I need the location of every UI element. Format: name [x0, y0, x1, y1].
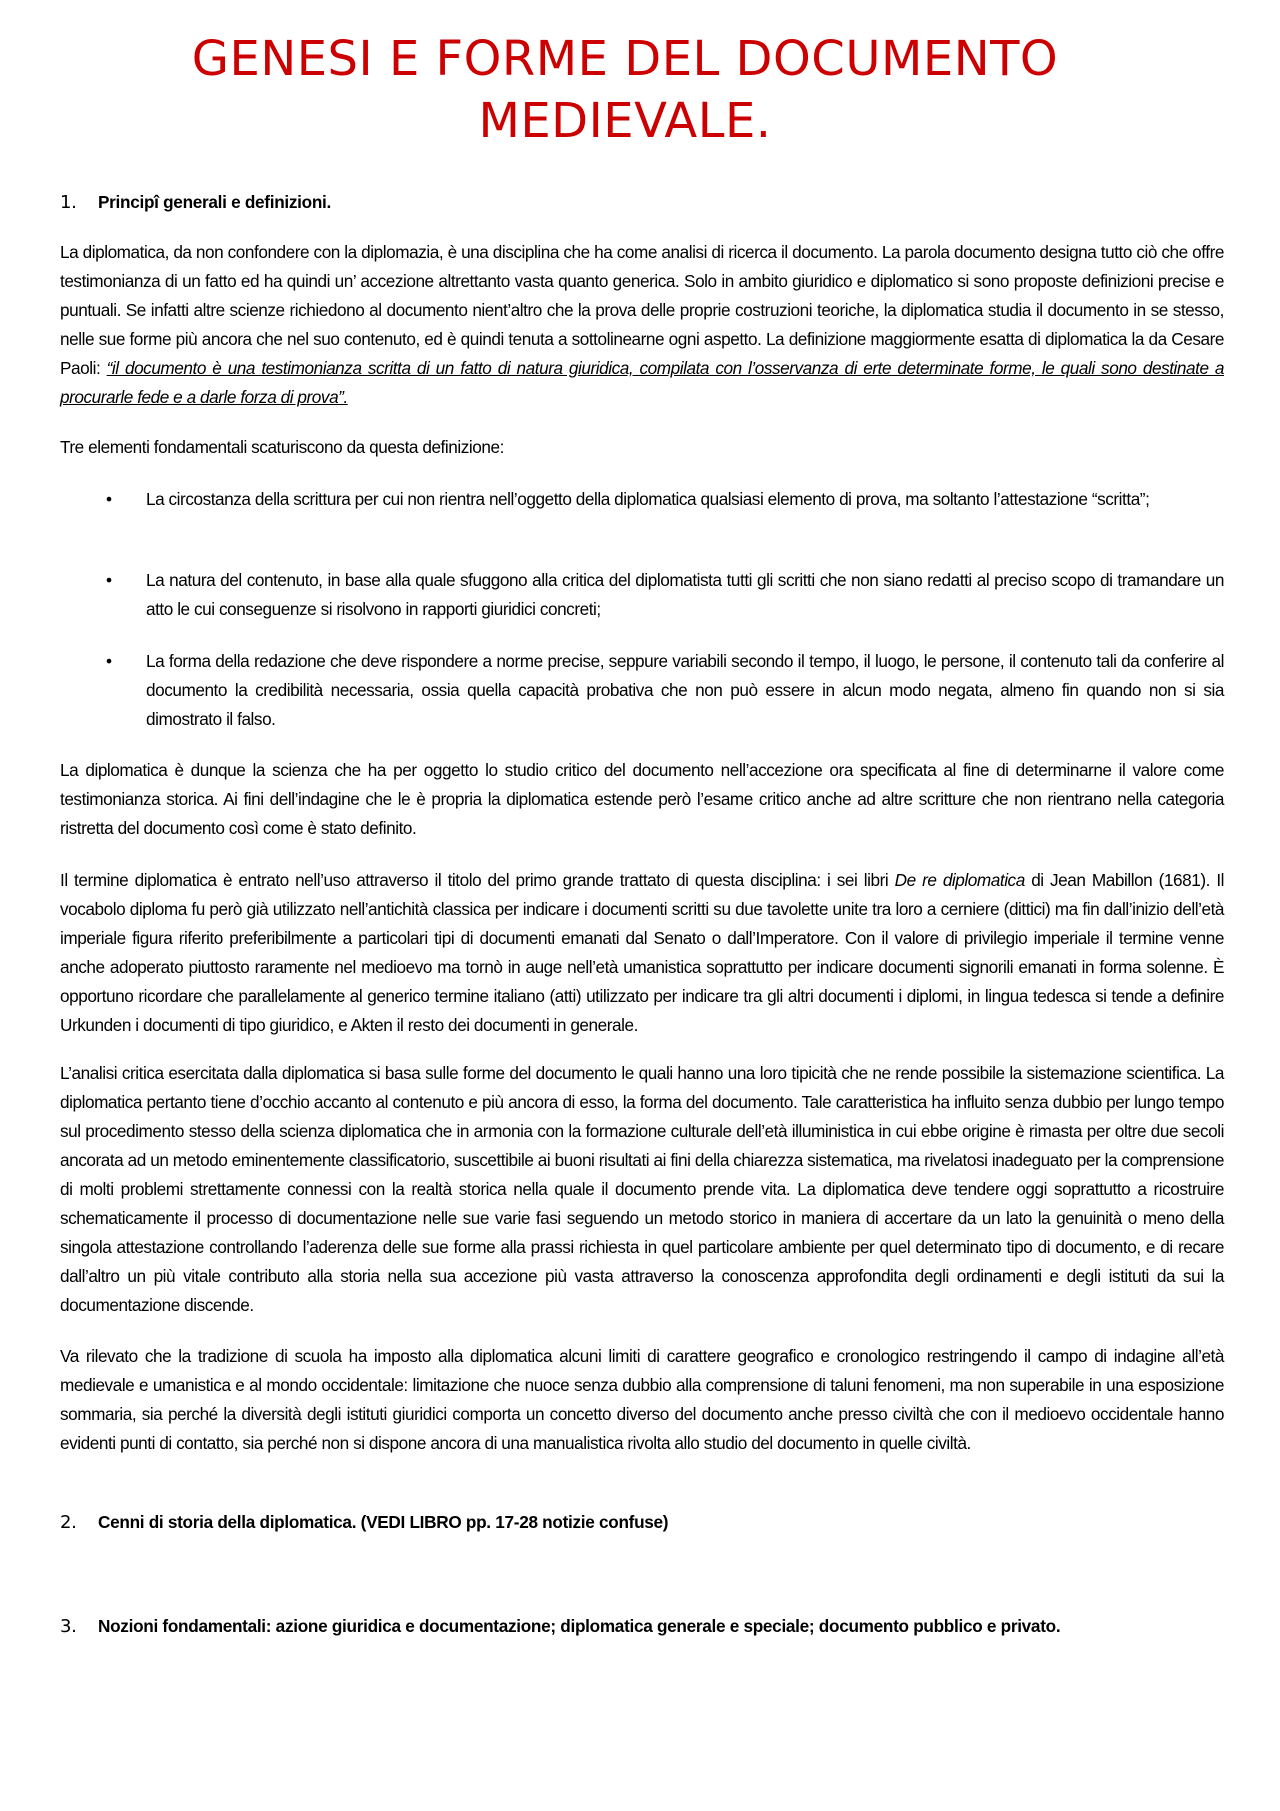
section-number: 1.	[60, 192, 77, 213]
paragraph-critical-analysis: L’analisi critica esercitata dalla diplomatica si basa sulle forme del documento le quali hanno una loro tipicità che ne rende possibile la sistemazione scientifica. La diplomatica pertanto tiene d’occhio accanto al contenuto e più ancora di esso, la forma del documento. Tale caratteristica ha influito senza dubbio per lungo tempo sul procedimento stesso della scienza diplomatica che in armonia con la formazione culturale dell’età illuministica in cui ebbe origine è rimasta per oltre due secoli ancorata ad un metodo eminentemente classificatorio, suscettibile ai buoni risultati ai fini della chiarezza sistematica, ma rivelatosi inadeguato per la comprensione di molti problemi strettamente connessi con la realtà storica nella quale il documento prende vita. La diplomatica deve tendere oggi soprattutto a ricostruire schematicamente il processo di documentazione nelle sue varie fasi seguendo un metodo storico in maniera di accertare da un lato la genuinità o meno della singola attestazione controllando l’aderenza delle sue forme alla prassi richiesta in quel particolare ambiente per quel determinato tipo di documento, e di recare dall’altro un più vitale contributo alla storia nella sua accezione più vasta attraverso la conoscenza approfondita degli ordinamenti e degli istituti da sui la documentazione discende.	[60, 1063, 1224, 1315]
list-item	[106, 485, 1224, 514]
section-heading-3	[60, 1614, 1224, 1639]
bullet-icon: •	[106, 489, 112, 509]
bullet-icon: •	[106, 570, 112, 590]
paragraph-terminology	[60, 866, 1224, 1040]
paragraph-text: Il termine diplomatica è entrato nell’uso attraverso il titolo del primo grande trattato di questa disciplina: i sei libri	[60, 870, 895, 890]
section-heading-1	[60, 190, 1224, 215]
list-item	[106, 647, 1224, 734]
paragraph-text: di Jean Mabillon (1681). Il vocabolo diploma fu però già utilizzato nell’antichità classica per indicare i documenti scritti su due tavolette unite tra loro a cerniere (dittici) ma fin dall’inizio dell’età imperiale figura riferito preferibilmente a particolari tipi di documenti emanati dal Senato o dall’Imperatore. Con il valore di privilegio imperiale il termine venne anche adoperato piuttosto raramente nel medioevo ma tornò in auge nell’età umanistica soprattutto per indicare documenti signorili emanati in forma solenne. È opportuno ricordare che parallelamente al generico termine italiano (atti) utilizzato per indicare tra gli altri documenti i diplomi, in lingua tedesca si tende a definire Urkunden i documenti di tipo giuridico, e Akten il resto dei documenti in generale.	[60, 870, 1225, 1035]
title-line-1: GENESI E FORME DEL DOCUMENTO	[191, 31, 1059, 87]
section-label: Principî generali e definizioni.	[98, 192, 331, 212]
section-heading-2	[60, 1510, 1224, 1535]
section-label: Cenni di storia della diplomatica. (VEDI LIBRO pp. 17-28 notizie confuse)	[98, 1512, 669, 1532]
title-line-2: MEDIEVALE.	[478, 93, 772, 149]
paragraph-limits: Va rilevato che la tradizione di scuola ha imposto alla diplomatica alcuni limiti di carattere geografico e cronologico restringendo il campo di indagine all’età medievale e umanistica e al mondo occidentale: limitazione che nuoce senza dubbio alla comprensione di taluni fenomeni, ma non superabile in una esposizione sommaria, sia perché la diversità degli istituti giuridici comporta un concetto diverso del documento anche presso civiltà che con il medioevo occidentale hanno evidenti punti di contatto, sia perché non si dispone ancora di una manualistica rivolta allo studio del documento in quelle civiltà.	[60, 1346, 1224, 1453]
section-number: 2.	[60, 1512, 77, 1533]
document-title	[100, 28, 1150, 152]
paoli-quote: “il documento è una testimonianza scritta di un fatto di natura giuridica, compilata con l’osservanza di erte determinate forme, le quali sono destinate a procurarle fede e a darle forza di prova”.	[60, 358, 1224, 407]
bullet-icon: •	[106, 651, 112, 671]
paragraph-intro-list: Tre elementi fondamentali scaturiscono da questa definizione:	[60, 437, 504, 457]
paragraph-definition	[60, 238, 1224, 412]
list-item-text: La natura del contenuto, in base alla quale sfuggono alla critica del diplomatista tutti gli scritti che non siano redatti al preciso scopo di tramandare un atto le cui conseguenze si risolvono in rapporti giuridici concreti;	[146, 570, 1224, 619]
paragraph-scope: La diplomatica è dunque la scienza che ha per oggetto lo studio critico del documento nell’accezione ora specificata al fine di determinarne il valore come testimonianza storica. Ai fini dell’indagine che le è propria la diplomatica estende però l’esame critico anche ad altre scritture che non rientrano nella categoria ristretta del documento così come è stato definito.	[60, 760, 1224, 838]
section-number: 3.	[60, 1616, 77, 1637]
book-title: De re diplomatica	[894, 870, 1025, 890]
list-item-text: La forma della redazione che deve rispondere a norme precise, seppure variabili secondo il tempo, il luogo, le persone, il contenuto tali da conferire al documento la credibilità necessaria, ossia quella capacità probativa che non può essere in alcun modo negata, almeno fin quando non si sia dimostrato il falso.	[146, 651, 1224, 729]
list-item-text: La circostanza della scrittura per cui non rientra nell’oggetto della diplomatica qualsiasi elemento di prova, ma soltanto l’attestazione “scritta”;	[146, 489, 1150, 509]
paragraph-text: La diplomatica, da non confondere con la diplomazia, è una disciplina che ha come analisi di ricerca il documento. La parola documento designa tutto ciò che offre testimonianza di un fatto ed ha quindi un’ accezione altrettanto vasta quanto generica. Solo in ambito giuridico e diplomatico si sono proposte definizioni precise e puntuali. Se infatti altre scienze richiedono al documento nient’altro che la prova delle proprie costruzioni teoriche, la diplomatica studia il documento in se stesso, nelle sue forme più ancora che nel suo contenuto, ed è quindi tenuta a sottolinearne ogni aspetto. La definizione maggiormente esatta di diplomatica la da Cesare Paoli:	[60, 242, 1224, 378]
section-label: Nozioni fondamentali: azione giuridica e documentazione; diplomatica generale e speciale; documento pubblico e privato.	[98, 1616, 1061, 1636]
list-item	[106, 566, 1224, 624]
